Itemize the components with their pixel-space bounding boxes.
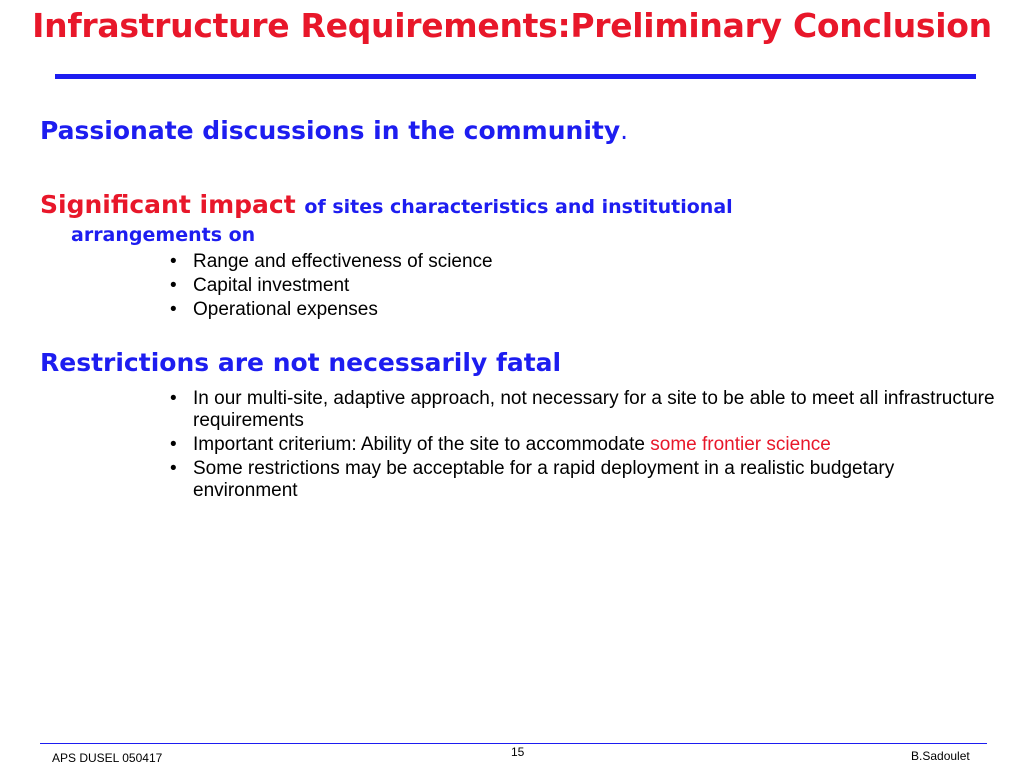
significant-impact-suffix-continued: arrangements on xyxy=(71,224,256,246)
restrictions-bullet-budget: • Some restrictions may be acceptable for a rapid deployment in a realistic budgetary environment xyxy=(168,458,998,502)
slide-title: Infrastructure Requirements:Preliminary Conclusion xyxy=(32,6,992,45)
impact-bullet-capital: • Capital investment xyxy=(168,275,493,297)
footer-divider xyxy=(40,743,987,744)
passionate-discussions-heading xyxy=(40,116,628,145)
page-number: 15 xyxy=(511,745,525,759)
frontier-science-highlight: some frontier science xyxy=(650,434,831,455)
restrictions-bullet-list xyxy=(168,388,998,504)
restrictions-bullet-criterium xyxy=(168,434,998,456)
footer-event: APS DUSEL 050417 xyxy=(52,751,163,765)
significant-impact-line xyxy=(40,190,733,219)
impact-bullet-list xyxy=(168,251,493,323)
title-underline xyxy=(55,74,976,79)
passionate-discussions-text: Passionate discussions in the community xyxy=(40,116,621,145)
significant-impact-suffix: of sites characteristics and institutional xyxy=(304,196,733,218)
impact-bullet-range: • Range and effectiveness of science xyxy=(168,251,493,273)
criterium-text: Important criterium: Ability of the site to accommodate xyxy=(193,434,651,455)
footer-author: B.Sadoulet xyxy=(911,749,970,763)
impact-bullet-operational: • Operational expenses xyxy=(168,299,493,321)
restrictions-heading: Restrictions are not necessarily fatal xyxy=(40,348,562,377)
period: . xyxy=(620,116,629,145)
significant-impact-heading: Significant impact xyxy=(40,190,296,219)
restrictions-bullet-multisite: • In our multi-site, adaptive approach, not necessary for a site to be able to meet all infrastructure requirements xyxy=(168,388,998,432)
